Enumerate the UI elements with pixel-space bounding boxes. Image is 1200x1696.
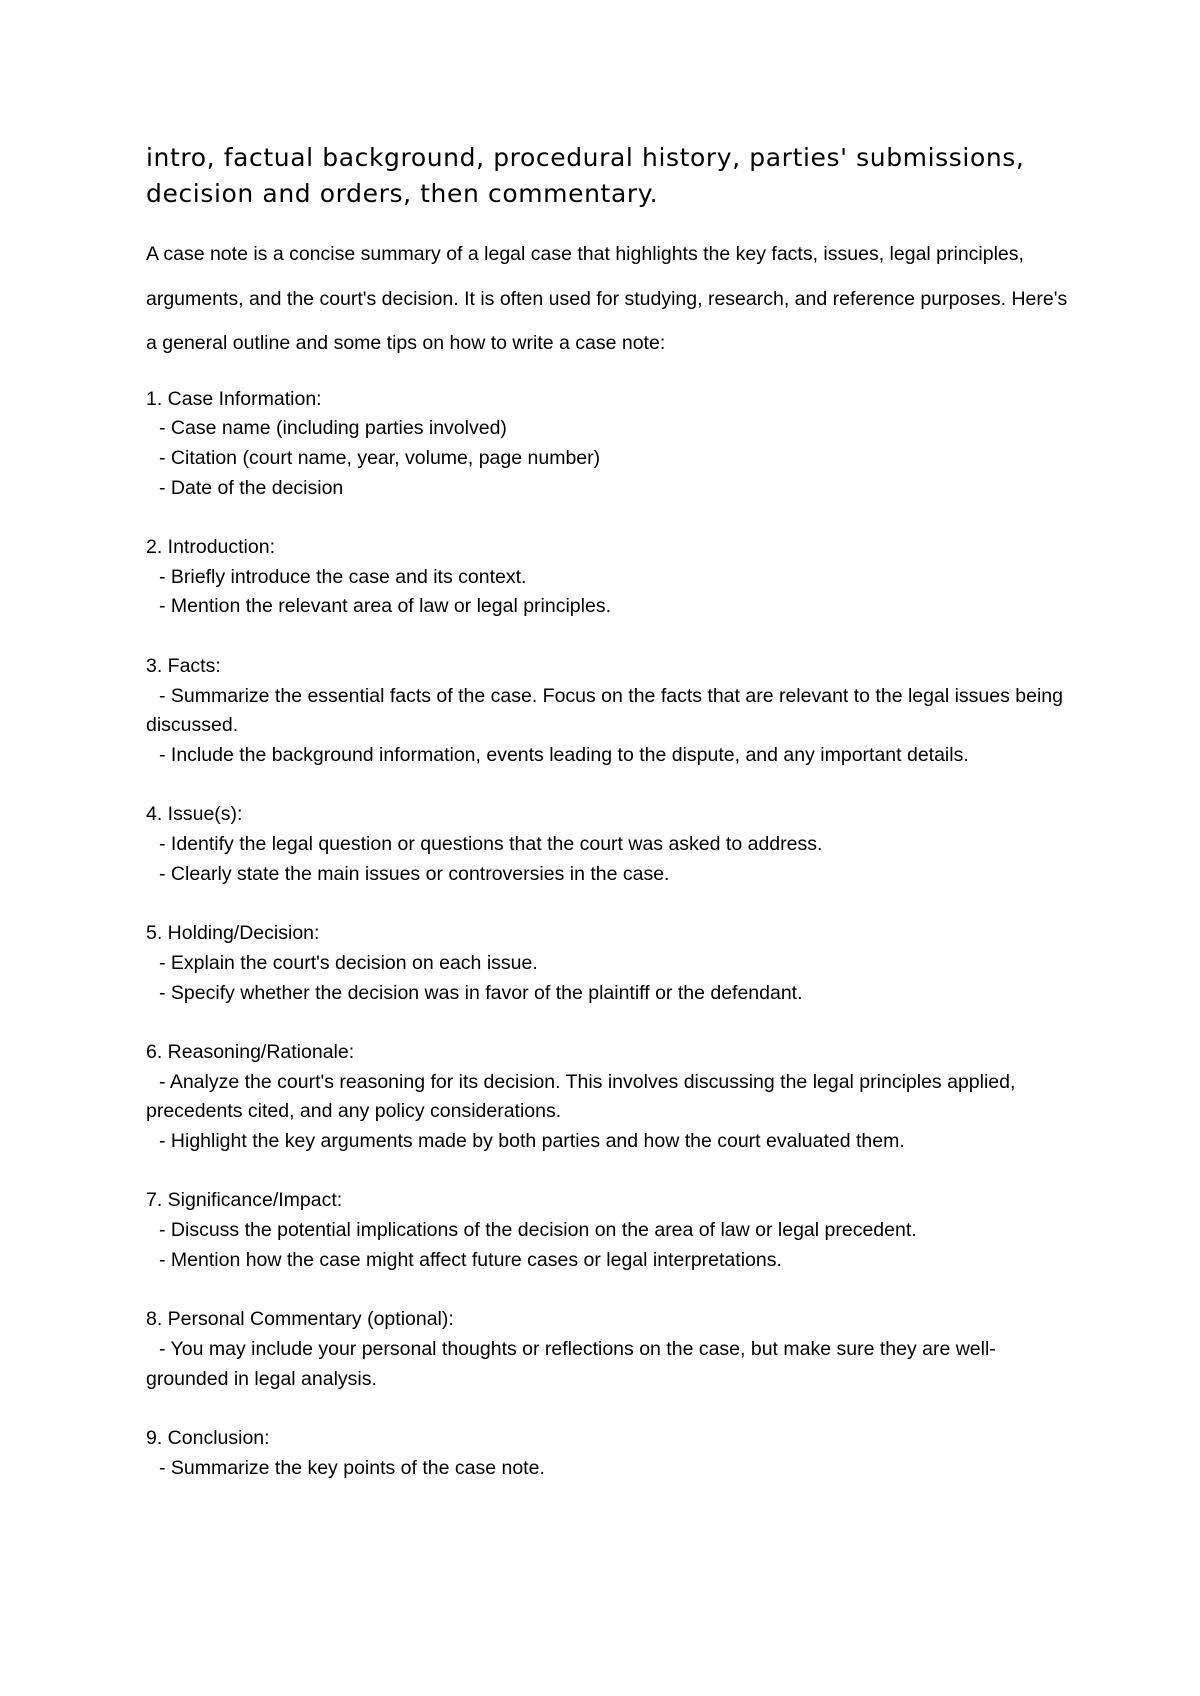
section-title: 1. Case Information: — [146, 387, 322, 410]
outline-section — [146, 652, 1076, 771]
section-title: 5. Holding/Decision: — [146, 922, 320, 945]
document-heading: intro, factual background, procedural history, parties' submissions, decision and orders, then commentary. — [146, 143, 1025, 208]
section-title: 7. Significance/Impact: — [146, 1189, 343, 1212]
section-bullet: - Explain the court's decision on each issue. — [159, 951, 538, 974]
section-bullet: - Citation (court name, year, volume, page number) — [159, 446, 601, 469]
outline-section — [146, 533, 1076, 622]
outline-section — [146, 919, 1076, 1008]
section-bullet: - Identify the legal question or questions that the court was asked to address. — [159, 833, 823, 855]
section-bullet: - You may include your personal thoughts or reflections on the case, but make sure they are well-grounded in legal analysis. — [146, 1337, 996, 1390]
section-bullet: - Summarize the key points of the case note. — [159, 1456, 545, 1479]
outline-section — [146, 800, 1076, 889]
section-bullet: - Briefly introduce the case and its context. — [159, 565, 527, 588]
outline-section — [146, 1186, 1076, 1275]
intro-paragraph: A case note is a concise summary of a legal case that highlights the key facts, issues, legal principles, arguments, and the court's decision. It is often used for studying, research, and reference purposes. Here's a general outline and some tips on how to write a case note: — [146, 243, 1068, 354]
section-bullet: - Highlight the key arguments made by both parties and how the court evaluated them. — [159, 1130, 905, 1152]
section-title: 2. Introduction: — [146, 536, 275, 558]
section-bullet: - Mention how the case might affect future cases or legal interpretations. — [159, 1248, 782, 1271]
document-content — [146, 140, 1076, 1513]
section-bullet: - Include the background information, events leading to the dispute, and any important details. — [159, 743, 969, 766]
section-bullet: - Specify whether the decision was in favor of the plaintiff or the defendant. — [159, 981, 803, 1004]
section-title: 3. Facts: — [146, 654, 221, 677]
section-bullet: - Discuss the potential implications of the decision on the area of law or legal precedent. — [159, 1219, 917, 1242]
outline-section — [146, 1424, 1076, 1483]
section-bullet: - Clearly state the main issues or controversies in the case. — [159, 862, 670, 885]
outline-list — [146, 385, 1076, 1484]
section-title: 6. Reasoning/Rationale: — [146, 1040, 355, 1063]
section-bullet: - Summarize the essential facts of the case. Focus on the facts that are relevant to the legal issues being discussed. — [146, 684, 1063, 737]
section-title: 8. Personal Commentary (optional): — [146, 1308, 454, 1331]
section-title: 9. Conclusion: — [146, 1426, 270, 1449]
section-bullet: - Analyze the court's reasoning for its decision. This involves discussing the legal principles applied, precedents cited, and any policy considerations. — [146, 1070, 1016, 1123]
section-title: 4. Issue(s): — [146, 803, 243, 826]
outline-section — [146, 1305, 1076, 1394]
section-bullet: - Date of the decision — [159, 476, 344, 499]
section-bullet: - Mention the relevant area of law or legal principles. — [159, 595, 611, 618]
outline-section — [146, 385, 1076, 504]
section-bullet: - Case name (including parties involved) — [159, 417, 507, 440]
outline-section — [146, 1038, 1076, 1157]
